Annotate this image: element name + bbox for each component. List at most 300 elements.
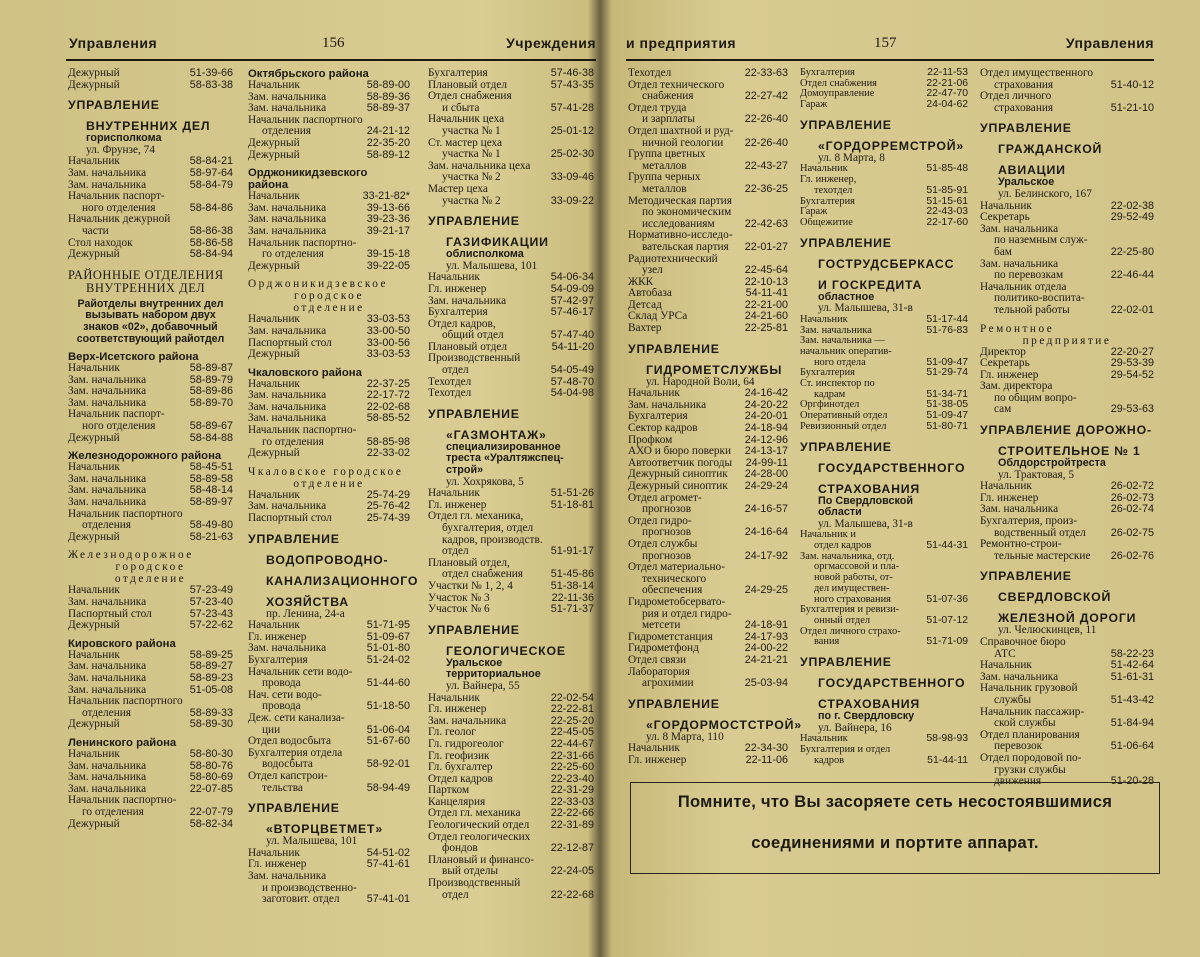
section-caption: ВНУТРЕННИХ ДЕЛ [86, 280, 206, 295]
listing-entry [628, 620, 788, 632]
spaced-subheading: Железнодорожное [68, 549, 194, 562]
entry-label: Деж. сети канализа- [248, 712, 345, 724]
listing-entry [428, 184, 594, 196]
entry-label: Бухгалтерия [800, 368, 855, 379]
phone-number: 51-06-64 [1110, 740, 1154, 753]
entry-label: Общежитие [800, 217, 853, 228]
listing-entry [800, 326, 968, 337]
notice-line-2: соединениями и портите аппарат. [751, 834, 1039, 852]
phone-number: 58-89-25 [189, 648, 233, 661]
phone-number: 22-07-85 [189, 782, 233, 795]
entry-label: Геологический отдел [428, 820, 530, 832]
phone-number: 58-94-49 [366, 781, 410, 794]
entry-label: Начальник [68, 156, 120, 168]
listing-entry [980, 741, 1154, 753]
entry-label: го отделения [262, 249, 324, 261]
phone-number: 24-16-64 [744, 526, 788, 539]
entry-label: Отдел снабжения [428, 91, 512, 103]
entry-label: отделения [262, 126, 311, 138]
phone-number: 22-22-68 [550, 888, 594, 901]
entry-label: бам [994, 246, 1012, 258]
left-page-header [0, 35, 598, 55]
phone-number: 51-85-48 [926, 163, 968, 175]
entry-label: отдел [442, 365, 469, 377]
phone-number: 24-20-01 [744, 410, 788, 423]
entry-label: начальник оператив- [800, 346, 892, 357]
listing-entry [248, 871, 410, 883]
phone-number: 25-74-29 [366, 488, 410, 501]
entry-label: Дежурный [248, 349, 300, 361]
listing-entry [800, 552, 968, 563]
listing-entry [68, 532, 233, 544]
listing-entry [428, 878, 594, 890]
phone-number: 51-18-50 [366, 700, 410, 713]
entry-label: Начальник [428, 272, 480, 284]
entry-label: Производственный [428, 353, 521, 365]
entry-label: водосбыта [262, 759, 313, 771]
phone-number: 39-22-05 [366, 259, 410, 272]
entry-label: го отделения [82, 806, 144, 818]
entry-label: Начальник пассажир- [980, 706, 1085, 718]
entry-label: Отдел капстрои- [248, 770, 328, 782]
listing-entry [980, 753, 1154, 765]
phone-number: 54-09-09 [550, 282, 594, 295]
entry-label: кадров, производств. [442, 534, 543, 546]
listing-entry [980, 695, 1154, 707]
phone-number: 58-84-79 [189, 178, 233, 191]
listing-entry [428, 843, 594, 855]
listing-entry [800, 218, 968, 229]
listing-entry [248, 655, 410, 667]
phone-number: 22-26-40 [744, 113, 788, 126]
entry-label: Зам. начальника [980, 223, 1059, 235]
left-page [0, 0, 598, 957]
entry-label: Зам. директора [980, 381, 1053, 393]
organization-subtitle: ул. Фрунзе, 74 [86, 143, 155, 156]
phone-number: 22-02-01 [1110, 303, 1154, 316]
phone-number: 51-43-42 [1110, 693, 1154, 706]
listing-entry [428, 820, 594, 832]
entry-label: отдел кадров [814, 541, 872, 552]
listing-entry [628, 219, 788, 231]
entry-label: онный отдел [814, 615, 871, 626]
phone-number: 51-71-09 [926, 636, 968, 648]
listing-entry [628, 126, 788, 138]
organization-subtitle: треста «Уралтяжспец- [446, 452, 564, 465]
organization-heading: УПРАВЛЕНИЕ [980, 569, 1072, 584]
phone-number: 24-21-60 [744, 310, 788, 323]
organization-heading: УПРАВЛЕНИЕ [628, 341, 720, 356]
entry-label: отдел снабжения [442, 569, 524, 581]
entry-label: Плановый и финансо- [428, 854, 535, 866]
listing-entry [68, 719, 233, 731]
entry-label: бухгалтерия, отдел [442, 523, 534, 534]
phone-number: 39-21-17 [366, 224, 410, 237]
entry-label: Бухгалтерия отдела [248, 747, 343, 759]
listing-entry [428, 890, 594, 902]
district-subheading: Октябрьского района [248, 68, 369, 80]
phone-number: 22-45-05 [550, 726, 594, 739]
organization-heading: СТРАХОВАНИЯ [818, 697, 921, 712]
entry-label: Гл. инженер [428, 704, 487, 716]
listing-entry [428, 342, 594, 354]
entry-label: кадрам [814, 389, 846, 400]
entry-label: Склад УРСа [628, 311, 688, 323]
entry-label: Участок № 6 [428, 604, 490, 616]
listing-entry [800, 100, 968, 111]
organization-subtitle: ул. Малышева, 101 [266, 835, 358, 848]
phone-number: 29-54-52 [1110, 368, 1154, 381]
organization-subtitle: ул. Вайнера, 55 [446, 679, 520, 692]
entry-label: Ст. инспектор по [800, 379, 875, 390]
phone-number: 22-36-25 [744, 182, 788, 195]
left-column-2 [248, 68, 419, 906]
organization-heading: ГЕОЛОГИЧЕСКОЕ [446, 643, 566, 658]
entry-label: вый отделы [442, 866, 499, 878]
organization-heading: УПРАВЛЕНИЕ [248, 801, 340, 816]
entry-label: Директор [980, 346, 1026, 358]
spaced-subheading: городское [115, 561, 186, 574]
listing-entry [980, 305, 1154, 317]
notice-line-1: Помните, что Вы засоряете сеть несостоявшимися [677, 793, 1113, 811]
entry-label: Дежурный [68, 531, 120, 543]
phone-number: 54-11-41 [745, 287, 788, 300]
listing-entry [800, 584, 968, 595]
entry-label: Зам. начальника [68, 597, 147, 608]
phone-number: 22-31-89 [550, 819, 594, 832]
organization-heading: ВНУТРЕННИХ ДЕЛ [86, 119, 211, 134]
phone-number: 33-00-50 [366, 324, 410, 337]
organization-subtitle: ул. Белинского, 167 [998, 187, 1092, 200]
listing-entry [800, 616, 968, 627]
entry-label: рия и отдел гидро- [642, 608, 732, 620]
entry-label: Отдел гл. механика [428, 808, 521, 820]
organization-subtitle: ул. Хохрякова, 5 [446, 475, 524, 488]
entry-label: Начальник грузовой [980, 683, 1078, 695]
organization-subtitle: ул. Трактовая, 5 [998, 468, 1075, 481]
entry-label: Бухгалтерия [800, 68, 855, 78]
entry-label: обеспечения [642, 585, 703, 597]
phone-number: 58-22-23 [1110, 647, 1154, 660]
phone-number: 22-24-05 [550, 865, 594, 878]
phone-number: 58-84-86 [189, 201, 233, 214]
organization-heading: УПРАВЛЕНИЕ ДОРОЖНО- [980, 423, 1152, 438]
entry-label: Зам. начальника [248, 390, 327, 402]
entry-label: Плановый отдел [428, 79, 507, 91]
entry-label: Зам. начальника [68, 661, 147, 673]
listing-entry [68, 398, 233, 410]
phone-number: 22-12-87 [550, 842, 594, 855]
listing-entry [248, 701, 410, 713]
entry-label: Бухгалтерия, произ- [980, 516, 1077, 528]
entry-label: грузки службы [994, 764, 1066, 776]
entry-label: провода [262, 678, 301, 690]
entry-label: Начальник [248, 847, 300, 859]
phone-number: 58-89-23 [189, 671, 233, 684]
spaced-subheading: отделение [293, 477, 365, 490]
phone-number: 22-21-00 [744, 298, 788, 311]
listing-entry [428, 500, 594, 512]
phone-number: 54-11-20 [551, 340, 594, 353]
organization-subtitle: ул. 8 Марта, 8 [818, 151, 885, 164]
entry-label: Зам. начальника [68, 374, 147, 386]
phone-number: 51-05-08 [189, 683, 233, 696]
entry-label: Группа черных [628, 172, 701, 184]
listing-entry [980, 381, 1154, 393]
phone-number: 39-15-18 [366, 248, 410, 261]
entry-label: Начальник [68, 585, 120, 597]
entry-label: по экономическим [642, 207, 732, 219]
phone-number: 26-02-74 [1110, 503, 1154, 516]
entry-label: Зам. начальника [980, 671, 1059, 683]
phone-number: 22-07-79 [189, 805, 233, 818]
entry-label: Зам. начальника [68, 386, 147, 398]
entry-label: Отдел связи [628, 654, 687, 666]
organization-heading: СТРОИТЕЛЬНОЕ № 1 [998, 444, 1141, 459]
entry-label: Стол находок [68, 237, 133, 249]
phone-number: 58-80-76 [189, 759, 233, 772]
phone-number: 51-20-28 [1110, 775, 1154, 788]
listing-entry [980, 551, 1154, 563]
phone-number: 22-33-03 [550, 795, 594, 808]
listing-entry [428, 523, 594, 535]
entry-label: Зам. начальника [68, 485, 147, 497]
listing-entry [628, 481, 788, 493]
entry-label: Детсад [628, 299, 662, 311]
left-header-section-right: Учреждения [506, 35, 596, 51]
right-page-header [604, 35, 1154, 55]
listing-entry [68, 433, 233, 445]
listing-entry [628, 504, 788, 516]
entry-label: Паспортный стол [248, 513, 332, 525]
entry-label: узел [642, 265, 663, 277]
entry-label: Гл. инженер, [800, 175, 857, 186]
entry-label: Ревизионный отдел [800, 421, 887, 432]
entry-label: АХО и бюро поверки [628, 446, 732, 458]
listing-entry [68, 203, 233, 215]
entry-label: Начальник паспортно- [248, 237, 357, 249]
phone-number: 24-17-93 [744, 630, 788, 643]
phone-number: 51-80-71 [926, 420, 968, 432]
organization-subtitle: ул. Народной Воли, 64 [646, 375, 755, 388]
phone-number: 29-53-63 [1110, 403, 1154, 416]
listing-entry [628, 184, 788, 196]
entry-label: ской службы [994, 718, 1056, 730]
phone-number: 22-01-27 [744, 240, 788, 253]
phone-number: 22-45-64 [744, 264, 788, 277]
listing-entry [628, 91, 788, 103]
entry-label: тельной работы [994, 304, 1070, 316]
phone-number: 54-05-49 [550, 364, 594, 377]
entry-label: Начальник [68, 462, 120, 474]
phone-number: 51-09-47 [926, 410, 968, 422]
right-header-section: Управления [1065, 35, 1154, 51]
entry-label: Зам. начальника [980, 258, 1059, 270]
phone-number: 22-42-63 [744, 217, 788, 230]
phone-number: 58-98-93 [926, 733, 968, 745]
listing-entry [68, 191, 233, 203]
listing-entry [980, 672, 1154, 684]
listing-entry [428, 126, 594, 138]
entry-label: агрохимии [642, 678, 694, 690]
entry-label: отделения [82, 520, 131, 532]
entry-label: Автоответчик погоды [628, 457, 733, 469]
entry-label: Зам. начальника [68, 684, 147, 696]
entry-label: Бухгалтерия и отдел [800, 744, 891, 755]
organization-heading: АВИАЦИИ [998, 163, 1066, 178]
entry-label: Справочное бюро [980, 637, 1066, 648]
phone-number: 22-02-38 [1110, 199, 1154, 212]
listing-entry [800, 573, 968, 584]
entry-label: Отдел личного [980, 91, 1052, 103]
entry-label: Отдел агромет- [628, 492, 702, 504]
phone-number: 24-29-25 [744, 584, 788, 597]
listing-entry [428, 511, 594, 523]
listing-entry [980, 212, 1154, 224]
entry-label: перевозок [994, 741, 1043, 753]
phone-number: 54-51-02 [366, 846, 410, 859]
listing-entry [800, 336, 968, 347]
listing-entry [248, 736, 410, 748]
phone-number: 39-23-36 [366, 213, 410, 226]
phone-number: 51-44-31 [926, 540, 968, 552]
listing-entry [800, 164, 968, 175]
listing-entry [68, 685, 233, 697]
listing-entry [628, 265, 788, 277]
entry-label: Начальник [428, 692, 480, 704]
organization-heading: УПРАВЛЕНИЕ [248, 531, 340, 546]
entry-label: Методическая партия [628, 195, 732, 207]
entry-label: Отдел планирования [980, 729, 1080, 741]
entry-label: Бухгалтерия [428, 307, 488, 319]
listing-entry [248, 513, 410, 525]
phone-number: 58-89-12 [366, 148, 410, 161]
phone-number: 22-25-80 [1110, 245, 1154, 258]
listing-entry [428, 739, 594, 751]
phone-number: 58-84-88 [189, 431, 233, 444]
listing-entry [428, 604, 594, 616]
organization-heading: УПРАВЛЕНИЕ [68, 98, 160, 113]
organization-heading: ГРАЖДАНСКОЙ [998, 142, 1103, 157]
entry-label: участка № 1 [442, 149, 501, 161]
phone-number: 24-17-92 [744, 549, 788, 562]
entry-label: Оргфинотдел [800, 400, 860, 411]
phone-number: 51-07-12 [926, 614, 968, 626]
listing-entry [428, 103, 594, 115]
organization-subtitle: Облдорстройтреста [998, 457, 1106, 470]
entry-label: Зам. начальника [248, 325, 327, 337]
organization-subtitle: ул. Вайнера, 16 [818, 721, 892, 734]
district-subheading: Кировского района [68, 637, 176, 650]
entry-label: Отдел кадров, [428, 318, 496, 330]
entry-label: Участки № 1, 2, 4 [428, 580, 513, 592]
entry-label: исследованиям [642, 218, 715, 230]
entry-label: и производственно- [262, 882, 357, 894]
phone-number: 22-21-06 [926, 77, 968, 89]
entry-label: Начальник сети водо- [248, 666, 353, 678]
notice-box [630, 782, 1160, 874]
entry-label: Участок № 3 [428, 592, 490, 604]
entry-label: водственный отдел [994, 527, 1086, 539]
organization-heading: УПРАВЛЕНИЕ [800, 117, 892, 132]
phone-number: 58-85-52 [366, 412, 410, 425]
listing-entry [428, 149, 594, 161]
entry-label: Зам. начальника [428, 715, 507, 727]
entry-label: Начальник [980, 200, 1032, 212]
entry-label: Отдел породовой по- [980, 752, 1082, 764]
entry-label: участка № 1 [442, 125, 501, 137]
entry-label: Гл. инженер [980, 369, 1039, 381]
listing-entry [800, 734, 968, 745]
listing-entry [68, 80, 233, 92]
phone-number: 57-23-40 [189, 596, 233, 608]
phone-number: 22-20-27 [1110, 345, 1154, 358]
phone-number: 51-06-04 [366, 723, 410, 736]
organization-heading: УПРАВЛЕНИЕ [428, 214, 520, 229]
listing-entry [248, 678, 410, 690]
entry-label: оргмассовой и пла- [814, 562, 900, 573]
organization-heading: УПРАВЛЕНИЕ [428, 622, 520, 637]
entry-label: Отдел гидро- [628, 515, 692, 527]
phone-number: 51-24-02 [366, 654, 410, 666]
phone-number: 24-00-22 [744, 642, 788, 655]
entry-label: Лаборатория [628, 666, 690, 678]
listing-entry [248, 859, 410, 871]
entry-label: Зам. начальника [68, 179, 147, 191]
entry-label: Зам. начальника [248, 870, 327, 882]
entry-label: Зам. начальника [68, 760, 147, 772]
entry-label: Дежурный [248, 260, 300, 272]
listing-entry [248, 261, 410, 273]
phone-number: 29-53-39 [1110, 357, 1154, 370]
listing-entry [628, 585, 788, 597]
spaced-subheading: городское [294, 290, 364, 303]
phone-number: 24-04-62 [926, 99, 968, 111]
listing-entry [628, 597, 788, 609]
organization-subtitle: ул. 8 Марта, 110 [646, 730, 724, 743]
entry-label: Начальник [800, 734, 848, 745]
entry-label: Бухгалтерия [428, 68, 488, 79]
organization-heading: УПРАВЛЕНИЕ [428, 406, 520, 421]
entry-label: Зам. начальника [248, 643, 327, 655]
phone-number: 51-40-12 [1110, 78, 1154, 91]
phone-number: 51-29-74 [926, 367, 968, 379]
phone-number: 24-29-24 [744, 480, 788, 492]
entry-label: Дежурный [248, 448, 300, 460]
entry-label: Начальник паспортного [68, 696, 183, 708]
phone-number: 22-11-06 [745, 753, 788, 766]
phone-number: 51-01-80 [366, 642, 410, 655]
organization-heading: СВЕРДЛОВСКОЙ [998, 590, 1112, 605]
organization-heading: ЖЕЛЕЗНОЙ ДОРОГИ [998, 611, 1137, 626]
phone-number: 22-43-27 [744, 159, 788, 172]
entry-label: метсети [642, 620, 681, 632]
entry-label: Бухгалтерия и ревизи- [800, 605, 900, 616]
right-header-rule [626, 59, 1154, 61]
entry-label: ного отделения [82, 202, 156, 214]
listing-entry [68, 819, 233, 831]
phone-number: 57-41-61 [366, 858, 410, 871]
entry-label: Начальник [628, 743, 680, 755]
entry-label: Отдел кадров [428, 773, 493, 785]
spaced-subheading: отделение [114, 573, 187, 586]
organization-heading: «ГАЗМОНТАЖ» [446, 427, 547, 442]
listing-entry [428, 80, 594, 92]
entry-label: движения [994, 776, 1042, 788]
listing-entry [248, 249, 410, 261]
entry-label: Дежурный [248, 149, 300, 161]
organization-heading: ГАЗИФИКАЦИИ [446, 235, 549, 250]
